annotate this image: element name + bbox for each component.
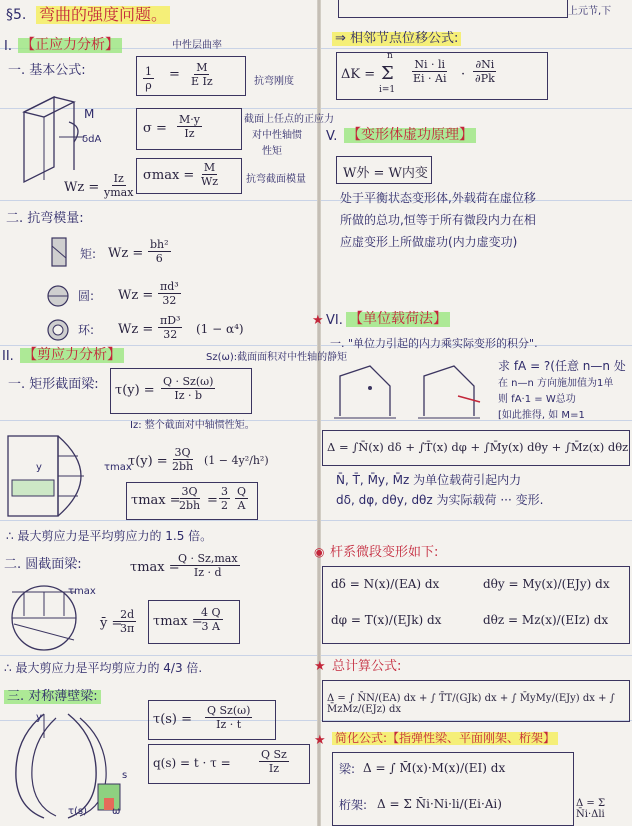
section-number: §5. (6, 7, 27, 23)
wz-frac: $\frac{Iz}{ymax}$ (104, 172, 134, 199)
s5-title: 【变形体虚功原理】 (344, 128, 476, 143)
total-formula-box: Δ = ∫ N̄N/(EA) dx + ∫ T̄T/(GJk) dx + ∫ M̄yMy/(EJy) dx + ∫ M̄zMz/(EJz) dx (322, 680, 630, 722)
s1-1-label: 一. 基本公式: (8, 63, 86, 78)
micro-title: 杆系微段变形如下: (330, 545, 439, 560)
ring-section-icon (46, 318, 70, 342)
curvature-formula-box: $\frac{1}{\rho}$ = $\frac{M}{\text{E Iz}}$ (136, 56, 246, 96)
curv-lhs: $\frac{1}{\rho}$ (145, 65, 152, 92)
rect-shear-diagram (4, 432, 108, 522)
simplified-formula-box: 梁: Δ = ∫ M̄(x)·M(x)/(EI) dx 桁架: Δ = Σ N̄i·Ni·li/(Ei·Ai) (332, 752, 574, 826)
star-icon: ★ (312, 313, 324, 328)
circle-conclusion: ∴ 最大剪应力是平均剪应力的 4/3 倍. (4, 661, 203, 675)
iz-note: Iz: 整个截面对中轴惯性矩。 (130, 420, 255, 431)
sigma-max-box: σmax = $\frac{M}{Wz}$ (136, 158, 242, 194)
sigma-note-2: 对中性轴惯 (252, 130, 302, 141)
sigma-formula-box: σ = $\frac{M\cdot y}{Iz}$ (136, 108, 242, 150)
virtual-work-box: W外 = W内变 (336, 156, 432, 184)
thin-tau-box: τ(s) = $\frac{\text{Q Sz(ω)}}{Iz \cdot t}$ (148, 700, 276, 740)
page-title: 弯曲的强度问题。 (36, 6, 170, 24)
ask-text: 求 fA = ?(任意 n—n 处 (498, 359, 626, 373)
s2-title: 【剪应力分析】 (20, 348, 124, 363)
top-fragment-box (338, 0, 568, 18)
sigma-note-1: 截面上任点的正应力 (244, 114, 334, 125)
omega-label: ω (112, 806, 121, 817)
top-fragment-text: 上元节,下 (568, 6, 612, 17)
beam-element-diagram (14, 92, 124, 182)
thin-wall-diagram (4, 708, 130, 822)
s1-2-label: 二. 抗弯模量: (6, 211, 84, 226)
star-icon-3: ★ (314, 733, 326, 748)
s-label: s (122, 770, 128, 781)
s1-num: I. (4, 39, 12, 54)
rect-section-icon (50, 236, 70, 270)
wz-note: 抗弯截面模量 (246, 174, 306, 185)
left-column: §5. 弯曲的强度问题。 I. 【正应力分析】 一. 基本公式: 中性层曲率 $\frac{1}{\rho}$ = $\frac{M}{\text{E Iz}}$ 抗弯刚度 M δdA σ = $\frac{M\cdot y}{Iz}$ 截面上任点的正应力 对中性轴惯 性矩 σmax = $\frac{M}{Wz}$ 抗弯截面模量 Wz = $\frac{Iz}{ymax}$ 二. 抗弯模量: 矩: Wz = $\frac{\text{bh²}}{6}$ 圆: Wz = $\frac{\text{πd³}}{32}$ 环: Wz = $\frac{\text{πD³}}{32}$ (1 − α⁴) II. 【剪应力分析】 Sz(ω):截面面积对中性轴的静矩 一. 矩形截面梁: τ(y) = $\frac{Q \cdot Sz(\omega)}{Iz \cdot b}$ Iz: 整个截面对中轴惯性矩。 y τmax τ(y) = $\frac{3Q}{2bh}$ (1 − 4y²/h²) τmax = $\frac{3Q}{2bh}$ = $\frac{3}{2}$ $\frac{Q}{A}$ ∴ 最大剪应力是平均剪应力的 1.5 倍。 二. 圆截面梁: τmax = $\frac{Q \cdot Sz,\max}{Iz \cdot d}$ τmax ȳ = $\frac{2d}{3\pi}$ τmax = $\frac{4 Q}{3 A}$ ∴ 最大剪应力是平均剪应力的 4/3 倍. 三. 对称薄壁梁: y τ(s) ω s τ(s) = $\frac{\text{Q Sz(ω)}}{Iz \cdot t}$ q(s) = t · τ = $\frac{\text{Q Sz}}{Iz}$ (0, 0, 318, 826)
rect-conclusion: ∴ 最大剪应力是平均剪应力的 1.5 倍。 (6, 529, 213, 543)
circle-section-icon (46, 284, 70, 308)
castigliano-box: ΔK = n Σ i=1 $\frac{Ni \cdot li}{Ei \cdot Ai}$ · $\frac{\partial Ni}{\partial Pk}$ (336, 52, 548, 100)
s1-title: 【正应力分析】 (18, 38, 122, 53)
tau-s-label: τ(s) (68, 806, 88, 817)
curv-frac: $\frac{M}{\text{E Iz}}$ (191, 61, 213, 88)
truss-alt-formula: Δ = Σ N̄i·Δli (576, 798, 606, 820)
bullet-icon: ◉ (314, 545, 325, 559)
sz-note: Sz(ω):截面面积对中性轴的静矩 (206, 352, 348, 363)
diagram-dA-label: δdA (82, 134, 102, 145)
neutral-note: 中性层曲率 (172, 40, 222, 51)
right-column: 上元节,下 ⇒ 相邻节点位移公式: ΔK = n Σ i=1 $\frac{Ni \cdot li}{Ei \cdot Ai}$ · $\frac{\partial Ni}{\partial Pk}$ V. 【变形体虚功原理】 W外 = W内变 处于平衡状态变形体,外载荷在虚位移 所做的总功,恒等于所有微段内力在相 应虚变形上所做虚功(内力虚变功) ★ VI. 【单位载荷法】 一. "单位力引起的内力乘实际变形的积分". 求 fA = ?(任意 n—n 处 在 n—n 方向施加值为1单 则 fA·1 = W总功 [如此推得, 如 M=1 Δ = ∫N̄(x) dδ + ∫T̄(x) dφ + ∫M̄y(x) dθy + ∫M̄z(x) dθz N̄, T̄, M̄y, M̄z 为单位载荷引起内力 dδ, dφ, dθy, dθz 为实际载荷 ··· 变形. ◉ 杆系微段变形如下: dδ = N(x)/(EA) dx dθy = My(x)/(EJy) dx dφ = T(x)/(EJk) dx dθz = Mz(x)/(EIz) dx ★ 总计算公式: Δ = ∫ N̄N/(EA) dx + ∫ T̄T/(GJk) dx + ∫ M̄yMy/(EJy) dx + ∫ M̄zMz/(EJz) dx ★ 简化公式:【指弹性梁、平面刚架、桁架】 梁: Δ = ∫ M̄(x)·M(x)/(EI) dx 桁架: Δ = Σ N̄i·Ni·li/(Ei·Ai) Δ = Σ N̄i·Δli (320, 0, 632, 826)
micro-deformation-box: dδ = N(x)/(EA) dx dθy = My(x)/(EJy) dx dφ = T(x)/(EJk) dx dθz = Mz(x)/(EIz) dx (322, 566, 630, 644)
tau-formula-box: τ(y) = $\frac{Q \cdot Sz(\omega)}{Iz \cdot b}$ (110, 368, 252, 414)
stiffness-note: 抗弯刚度 (254, 76, 294, 87)
tau-max-label: τmax (104, 462, 132, 473)
diagram-moment-label: M (84, 107, 95, 121)
unit-load-main-box: Δ = ∫N̄(x) dδ + ∫T̄(x) dφ + ∫M̄y(x) dθy + ∫M̄z(x) dθz (322, 430, 630, 466)
unit-load-diagram (330, 356, 500, 424)
thin-q-box: q(s) = t · τ = $\frac{\text{Q Sz}}{Iz}$ (148, 744, 310, 784)
s6-subtitle: 一. "单位力引起的内力乘实际变形的积分". (330, 337, 538, 350)
sigma-note-3: 性矩 (262, 146, 282, 157)
star-icon-2: ★ (314, 659, 326, 674)
circle-tau-max-box: τmax = $\frac{4 Q}{3 A}$ (148, 600, 240, 644)
y-label: y (36, 462, 42, 473)
simplified-title: 简化公式:【指弹性梁、平面刚架、桁架】 (332, 732, 558, 745)
tau-max-box: τmax = $\frac{3Q}{2bh}$ = $\frac{3}{2}$ $\frac{Q}{A}$ (126, 482, 258, 520)
s6-title: 【单位载荷法】 (346, 312, 450, 327)
castigliano-title: ⇒ 相邻节点位移公式: (332, 32, 461, 46)
total-title: 总计算公式: (332, 659, 402, 674)
